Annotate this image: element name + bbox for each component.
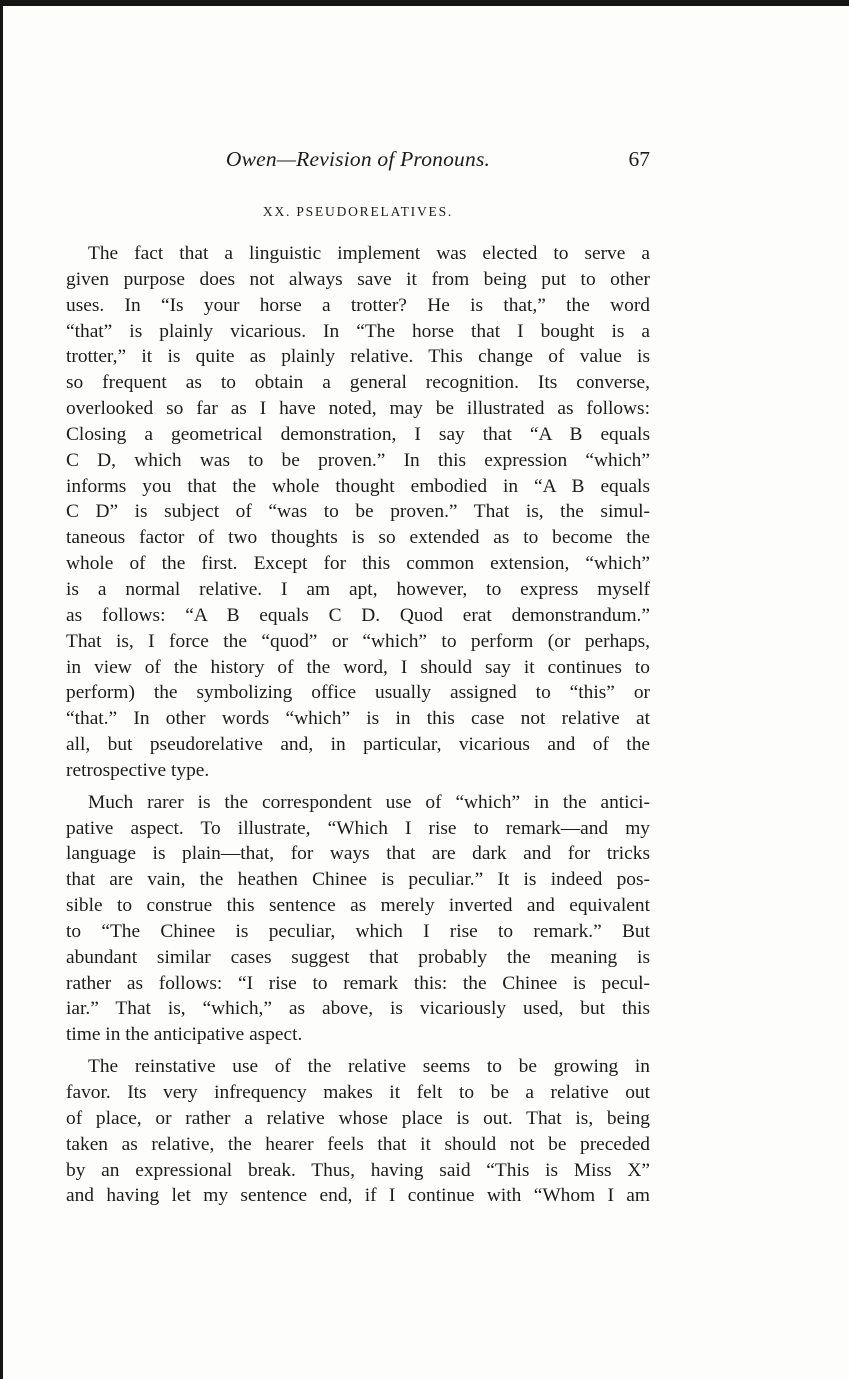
text-line: abundant similar cases suggest that probably the meaning is: [66, 946, 650, 968]
text-line: C D, which was to be proven.” In this expression “which”: [66, 449, 650, 471]
text-line: overlooked so far as I have noted, may be illustrated as follows:: [66, 398, 650, 420]
text-line: “that” is plainly vicarious. In “The horse that I bought is a: [66, 320, 650, 342]
text-line: and having let my sentence end, if I continue with “Whom I am: [66, 1185, 650, 1207]
text-line: to “The Chinee is peculiar, which I rise to remark.” But: [66, 920, 650, 942]
text-line: of place, or rather a relative whose place is out. That is, being: [66, 1107, 650, 1129]
text-line: all, but pseudorelative and, in particular, vicarious and of the: [66, 734, 650, 756]
text-line: time in the anticipative aspect.: [66, 1024, 303, 1046]
page-top-rule: [0, 0, 849, 6]
text-line: uses. In “Is your horse a trotter? He is that,” the word: [66, 294, 650, 316]
paragraph-3: [66, 1054, 650, 1209]
text-line: The fact that a linguistic implement was elected to serve a: [88, 243, 650, 264]
text-line: pative aspect. To illustrate, “Which I rise to remark—and my: [66, 817, 650, 839]
text-line: retrospective type.: [66, 759, 210, 781]
text-line: “that.” In other words “which” is in this case not relative at: [66, 708, 650, 730]
text-line: taken as relative, the hearer feels that it should not be preceded: [66, 1133, 650, 1155]
text-line: iar.” That is, “which,” as above, is vicariously used, but this: [66, 998, 650, 1020]
running-head: [66, 145, 650, 177]
text-line: is a normal relative. I am apt, however, to express myself: [66, 578, 650, 600]
body-text: [66, 241, 650, 1215]
text-line: Much rarer is the correspondent use of “which” in the antici-: [88, 791, 650, 813]
text-line: by an expressional break. Thus, having said “This is Miss X”: [66, 1159, 650, 1181]
text-line: given purpose does not always save it from being put to other: [66, 268, 650, 290]
page-number: 67: [628, 147, 650, 171]
section-heading: XX. PSEUDORELATIVES.: [262, 204, 454, 219]
text-line: rather as follows: “I rise to remark this: the Chinee is pecul-: [66, 972, 650, 994]
text-line: The reinstative use of the relative seems to be growing in: [88, 1056, 650, 1078]
text-line: language is plain—that, for ways that are dark and for tricks: [66, 843, 650, 865]
text-line: informs you that the whole thought embodied in “A B equals: [66, 475, 650, 497]
text-line: That is, I force the “quod” or “which” to perform (or perhaps,: [66, 630, 650, 652]
text-line: favor. Its very infrequency makes it felt to be a relative out: [66, 1082, 650, 1103]
text-line: in view of the history of the word, I should say it continues to: [66, 656, 650, 678]
text-line: taneous factor of two thoughts is so extended as to become the: [66, 527, 650, 549]
text-line: C D” is subject of “was to be proven.” That is, the simul-: [66, 501, 650, 523]
paragraph-2: [66, 790, 650, 1048]
text-line: whole of the first. Except for this common extension, “which”: [66, 553, 650, 575]
text-line: that are vain, the heathen Chinee is peculiar.” It is indeed pos-: [66, 869, 650, 891]
text-line: Closing a geometrical demonstration, I say that “A B equals: [66, 423, 650, 445]
text-line: as follows: “A B equals C D. Quod erat demonstrandum.”: [66, 604, 650, 626]
text-line: perform) the symbolizing office usually assigned to “this” or: [66, 682, 650, 704]
text-line: so frequent as to obtain a general recognition. Its converse,: [66, 372, 650, 394]
page-left-rule: [0, 0, 3, 1379]
text-line: sible to construe this sentence as merely inverted and equivalent: [66, 895, 650, 917]
text-line: trotter,” it is quite as plainly relative. This change of value is: [66, 346, 650, 368]
running-title: Owen—Revision of Pronouns.: [225, 147, 491, 171]
paragraph-1: [66, 241, 650, 784]
